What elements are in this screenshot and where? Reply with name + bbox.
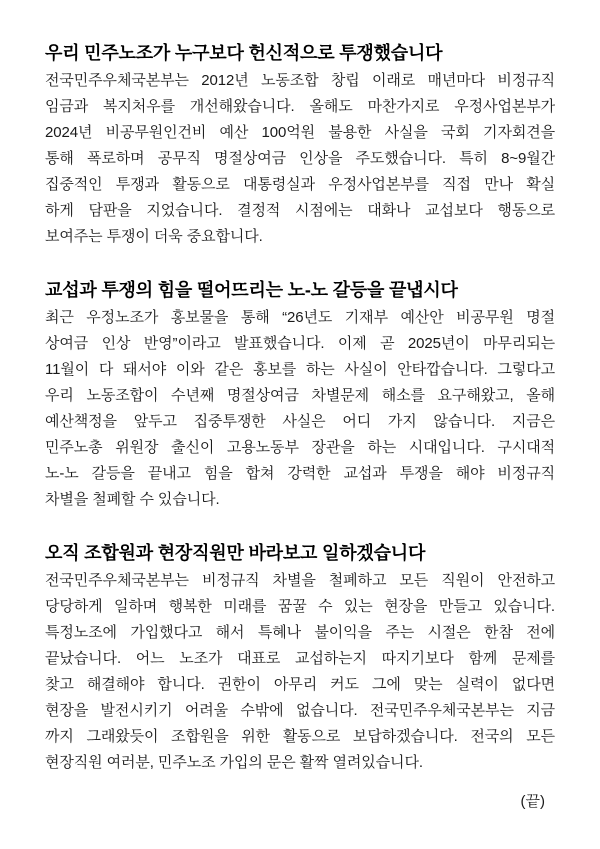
paragraph-line: 차별을 철폐할 수 있습니다. <box>45 491 220 508</box>
paragraph-line: 현장직원 여러분, 민주노조 가입의 문은 활짝 열려있습니다. <box>45 754 423 771</box>
paragraph-line: 민주노총 위원장 출신이 고용노동부 장관을 하는 시대입니다. 구시대적 <box>45 439 555 456</box>
paragraph-line: 하게 담판을 지었습니다. 결정적 시점에는 대화나 교섭보다 행동으로 <box>45 202 555 219</box>
section-paragraph <box>45 568 555 776</box>
paragraph-line: 까지 그래왔듯이 조합원을 위한 활동으로 보답하겠습니다. 전국의 모든 <box>45 728 555 745</box>
paragraph-line: 노-노 갈등을 끝내고 힘을 합쳐 강력한 교섭과 투쟁을 해야 비정규직 <box>45 465 555 482</box>
paragraph-line: 현장을 발전시키기 어려울 수밖에 없습니다. 전국민주우체국본부는 지금 <box>45 702 555 719</box>
section-heading: 우리 민주노조가 누구보다 헌신적으로 투쟁했습니다 <box>45 43 443 63</box>
paragraph-line: 특정노조에 가입했다고 해서 특혜나 불이익을 주는 시절은 한참 전에 <box>45 624 555 641</box>
paragraph-line: 전국민주우체국본부는 비정규직 차별을 철폐하고 모든 직원이 안전하고 <box>45 572 555 589</box>
paragraph-line: 집중적인 투쟁과 활동으로 대통령실과 우정사업본부를 직접 만나 확실 <box>45 176 555 193</box>
section-end-union-conflict <box>45 280 555 513</box>
paragraph-line: 11월이 다 돼서야 이와 같은 홍보를 하는 사실이 안타깝습니다. 그렇다고 <box>45 361 555 378</box>
section-heading: 오직 조합원과 현장직원만 바라보고 일하겠습니다 <box>45 543 426 563</box>
paragraph-line: 2024년 비공무원인건비 예산 100억원 불용한 사실을 국회 기자회견을 <box>45 124 555 141</box>
section-devotion <box>45 43 555 250</box>
section-members-first <box>45 543 555 776</box>
paragraph-line: 상여금 인상 반영”이라고 발표했습니다. 이제 곧 2025년이 마무리되는 <box>45 335 555 352</box>
paragraph-line: 전국민주우체국본부는 2012년 노동조합 창립 이래로 매년마다 비정규직 <box>45 72 555 89</box>
end-marker: (끝) <box>520 793 545 810</box>
section-paragraph <box>45 305 555 513</box>
paragraph-line: 최근 우정노조가 홍보물을 통해 “26년도 기재부 예산안 비공무원 명절 <box>45 309 555 326</box>
paragraph-line: 우리 노동조합이 수년째 명절상여금 차별문제 해소를 요구해왔고, 올해 <box>45 387 555 404</box>
paragraph-line: 끝났습니다. 어느 노조가 대표로 교섭하는지 따지기보다 함께 문제를 <box>45 650 555 667</box>
paragraph-line: 예산책정을 앞두고 집중투쟁한 사실은 어디 가지 않습니다. 지금은 <box>45 413 555 430</box>
section-heading: 교섭과 투쟁의 힘을 떨어뜨리는 노-노 갈등을 끝냅시다 <box>45 280 458 300</box>
paragraph-line: 보여주는 투쟁이 더욱 중요합니다. <box>45 228 263 245</box>
paragraph-line: 통해 폭로하며 공무직 명절상여금 인상을 주도했습니다. 특히 8~9월간 <box>45 150 555 167</box>
paragraph-line: 임금과 복지처우를 개선해왔습니다. 올해도 마찬가지로 우정사업본부가 <box>45 98 555 115</box>
section-paragraph <box>45 68 555 250</box>
paragraph-line: 찾고 해결해야 합니다. 권한이 아무리 커도 그에 맞는 실력이 없다면 <box>45 676 555 693</box>
paragraph-line: 당당하게 일하며 행복한 미래를 꿈꿀 수 있는 현장을 만들고 있습니다. <box>45 598 555 615</box>
